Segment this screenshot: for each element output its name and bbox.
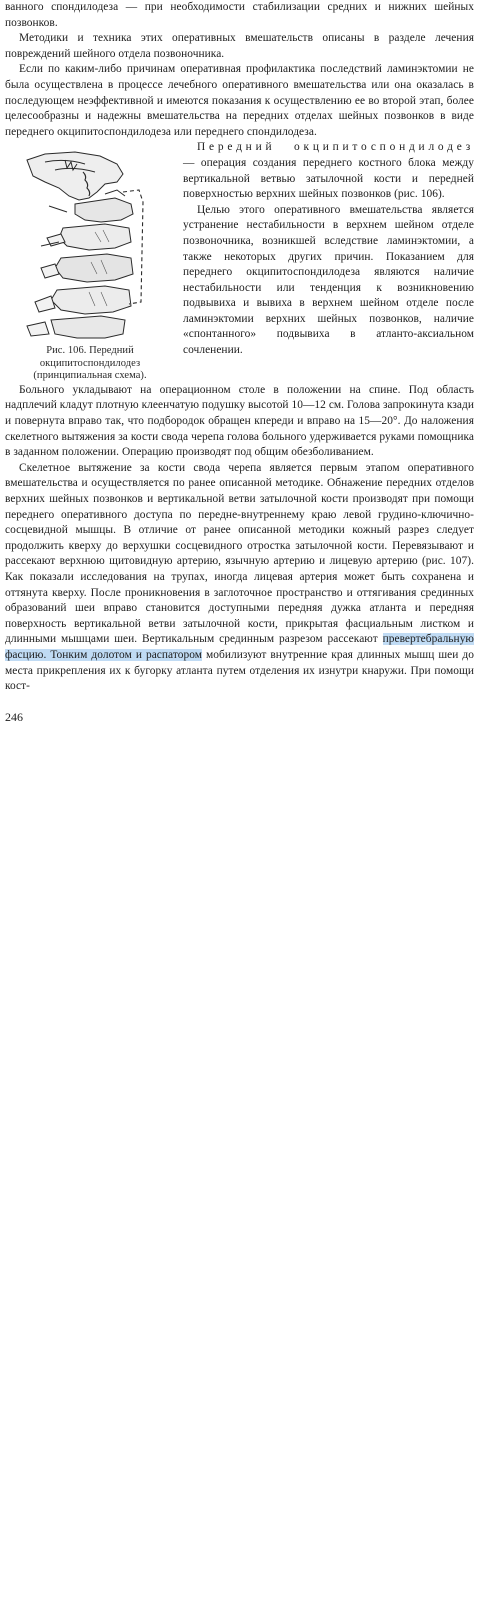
- paragraph-methods: Методики и техника этих оперативных вмешательств описаны в разделе лечения повреждений шейного отдела позвоночника.: [5, 32, 474, 60]
- figure-caption: Рис. 106. Передний окципитоспондилодез (принципиальная схема).: [33, 345, 147, 382]
- paragraph-laminectomy: [5, 62, 474, 140]
- spine-illustration: [5, 142, 175, 342]
- figure-106: [5, 142, 175, 383]
- paragraph-laminectomy-text: Если по каким-либо причинам оперативная профилактика последствий ламинэктомии не была осуществлена в процессе лечебного оперативного вмешательства или она оказалась в последующем неэффективной и имеются показания к осуществлению ее во второй этап, более целесообразны и надежны вмешательства на передних отделах шейных позвонков в виде переднего окципитоспондилодеза или переднего спондилодеза.: [5, 63, 474, 138]
- definition-text: — операция создания переднего костного блока между вертикальной ветвью затылочной кости и передней поверхностью верхних шейных позвонков (рис. 106).: [183, 156, 474, 201]
- highlighted-text: превертебральную фасцию. Тонким долотом и распатором: [5, 633, 474, 661]
- paragraph-positioning: Больного укладывают на операционном столе в положении на спине. Под область надплечий кладут плотную клеенчатую подушку высотой 10—12 см. Голова запрокинута кзади и повернута вправо так, что подбородок обращен кпереди и вправо на 15—20°. До наложения скелетного вытяжения за кости свода черепа голова больного удерживается руками помощника в заданном положении. Операцию производят под общим обезболиванием.: [5, 383, 474, 459]
- paragraph-continued: ванного спондилодеза — при необходимости стабилизации средних и нижних шейных позвонков.: [5, 1, 474, 29]
- book-page: [5, 0, 474, 695]
- paragraph-procedure: [5, 461, 474, 695]
- term-anterior-occipitospondylodesis: Передний окципитоспондилодез: [197, 141, 474, 154]
- paragraph-indications: Целью этого оперативного вмешательства является устранение нестабильности в верхнем шейном отделе позвоночника, возникшей вследствие ламинэктомии, а также некоторых других причин. Показанием для переднего окципитоспондилодеза являются наличие нестабильности или тенденция к возникновению подвывиха и вывиха в верхнем шейном отделе после ламинэктомии верхних шейных позвонков, наличие «спонтанного» подвывиха в атланто-аксиальном сочленении.: [183, 203, 474, 357]
- page-number: 246: [5, 710, 23, 724]
- procedure-text-b: мобилизуют внутренние края длинных мышц шеи до места прикрепления их к бугорку атланта путем отделения их изнутри кнаружи. При помощи кост-: [5, 648, 474, 693]
- procedure-text-a: Скелетное вытяжение за кости свода черепа является первым этапом оперативного вмешательства и осуществляется по ранее описанной методике. Обнажение передних отделов верхних шейных позвонков и вертикальной ветви затылочной кости производят при помощи переднего оперативного доступа по передне-внутреннему краю левой грудино-ключично-сосцевидной мышцы. В отличие от ранее описанной методики кожный разрез следует продолжить кверху до верхушки сосцевидного отростка затылочной кости. Перевязывают и рассекают верхнюю щитовидную артерию, язычную артерию и лицевую артерию (рис. 107). Как показали исследования на трупах, иногда лицевая артерия может быть сохранена и оттянута кверху. После проникновения в заглоточное пространство и оттягивания срединных образований шеи вправо становится доступными передняя дужка атланта и передняя поверхность вертикальной ветви затылочной кости, прикрытая фасциальным листком и длинными мышцами шеи. Вертикальным срединным разрезом рассекают: [5, 461, 474, 646]
